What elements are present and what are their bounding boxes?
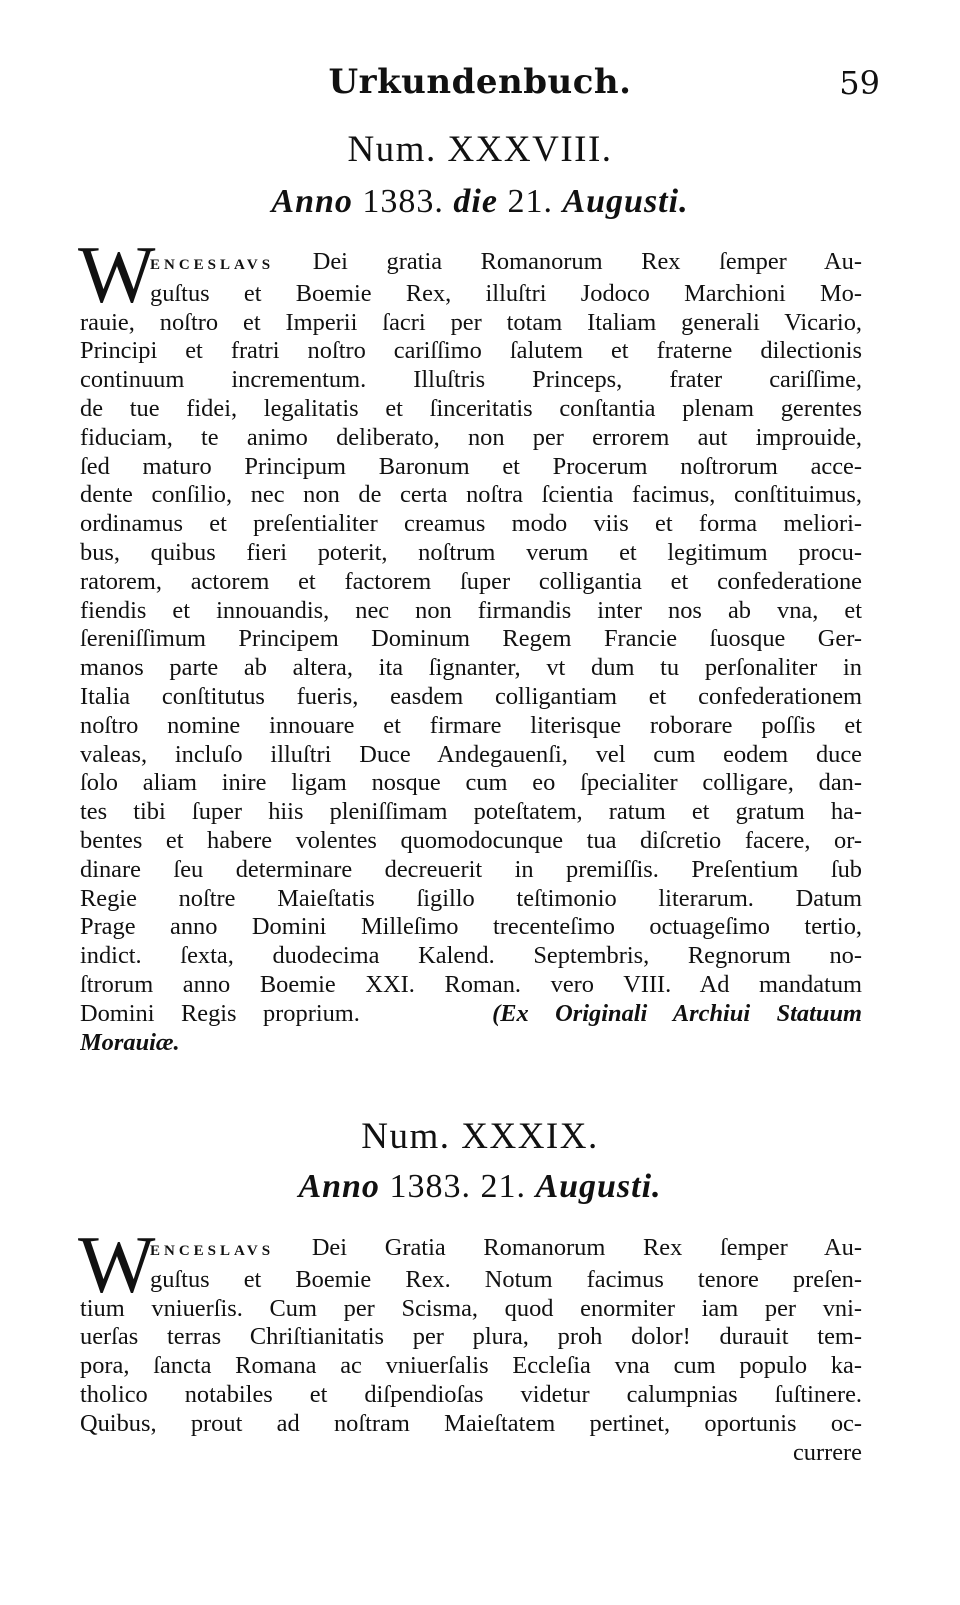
doc38-date [80, 183, 880, 221]
doc38-line: guſtus et Boemie Rex, illuſtri Jodoco Marchioni Mo- [150, 279, 862, 307]
doc38-line: de tue fidei, legalitatis et ſinceritatis conſtantia plenam gerentes [80, 394, 862, 422]
doc39-first-caps: ENCESLAVS [150, 1243, 275, 1259]
doc38-line: ſolo aliam inire ligam nosque cum eo ſpecialiter colligare, dan- [80, 769, 862, 797]
doc39-dropcap: W [78, 1219, 156, 1310]
doc38-date-month: Augusti. [562, 183, 689, 220]
doc39-first-rest: Dei Gratia Romanorum Rex ſemper Au- [311, 1234, 862, 1261]
doc38-source-note-end: Morauiæ. [80, 1028, 180, 1056]
doc39-date-month: Augusti. [535, 1168, 662, 1205]
doc38-dropcap: W [78, 229, 156, 320]
doc39-line: pora, ſancta Romana ac vniuerſalis Eccleſia vna cum populo ka- [80, 1352, 862, 1380]
doc38-body [80, 248, 862, 1057]
running-title: Urkundenbuch. [328, 62, 632, 102]
doc38-date-anno: Anno [271, 183, 353, 220]
doc38-line-first [80, 248, 862, 280]
doc39-date-year: 1383. [389, 1168, 471, 1205]
doc38-line: bus, quibus fieri poterit, noſtrum verum et legitimum procu- [80, 538, 862, 566]
doc38-line: valeas, incluſo illuſtri Duce Andegauenſi, vel cum eodem duce [80, 740, 862, 768]
catchword: currere [792, 1438, 862, 1466]
doc38-line: indict. ſexta, duodecima Kalend. Septembris, Regnorum no- [80, 942, 862, 970]
doc39-date-anno: Anno [298, 1168, 380, 1205]
doc38-line: Regie noſtre Maieſtatis ſigillo teſtimonio literarum. Datum [80, 884, 862, 912]
doc38-line: tes tibi ſuper hiis pleniſſimam poteſtatem, ratum et gratum ha- [80, 798, 862, 826]
doc38-line: ratorem, actorem et factorem ſuper colligantia et confederatione [80, 567, 862, 595]
doc38-heading: Num. XXXVIII. [347, 129, 613, 170]
doc39-line: tium vniuerſis. Cum per Scisma, quod enormiter iam per vni- [80, 1294, 862, 1322]
doc39-date-day: 21. [480, 1168, 526, 1205]
doc39-body [78, 1219, 862, 1467]
doc38-date-year: 1383. [362, 183, 444, 220]
doc38-line-final [80, 1029, 862, 1058]
doc38-line: fiendis et innouandis, nec non firmandis inter nos ab vna, et [80, 596, 862, 624]
doc38-line: bentes et habere volentes quomodocunque tua diſcretio facere, or- [80, 826, 862, 854]
doc39-line: tholico notabiles et diſpendioſas videtur calumpnias ſuſtinere. [80, 1380, 862, 1408]
doc38-source-note: (Ex Originali Archiui Statuum [492, 999, 862, 1027]
doc38-line: rauie, noſtro et Imperii ſacri per totam Italiam generali Vicario, [80, 308, 862, 336]
doc38-line: ſereniſſimum Principem Dominum Regem Francie ſuosque Ger- [80, 625, 862, 653]
doc38-line: continuum incrementum. Illuſtris Princeps, frater cariſſime, [80, 366, 862, 394]
doc39-line-first [80, 1234, 862, 1266]
doc38-date-day: 21. [507, 183, 553, 220]
running-head [80, 62, 880, 112]
doc38-line: Prage anno Domini Milleſimo trecenteſimo octuageſimo tertio, [80, 913, 862, 941]
doc38-line: ſtrorum anno Boemie XXI. Roman. vero VIII. Ad mandatum [80, 970, 862, 998]
doc38-line-closing [80, 1000, 862, 1029]
doc38-line: fiduciam, te animo deliberato, non per errorem aut improuide, [80, 423, 862, 451]
doc38-first-rest: Dei gratia Romanorum Rex ſemper Au- [312, 248, 862, 275]
doc38-line: manos parte ab altera, ita ſignanter, vt dum tu perſonaliter in [80, 654, 862, 682]
doc38-line: noſtro nomine innouare et firmare literisque roborare poſſis et [80, 711, 862, 739]
doc38-closing-text: Domini Regis proprium. [80, 999, 360, 1027]
doc39-line: Quibus, prout ad noſtram Maieſtatem pertinet, oportunis oc- [80, 1409, 862, 1437]
doc38-first-caps: ENCESLAVS [150, 257, 275, 273]
doc38-line: dinare ſeu determinare decreuerit in premiſſis. Preſentium ſub [80, 855, 862, 883]
doc38-line: ſed maturo Principum Baronum et Procerum noſtrorum acce- [80, 452, 862, 480]
doc38-line: Italia conſtitutus fueris, easdem colligantiam et confederationem [80, 682, 862, 710]
doc38-line: Principi et fratri noſtro cariſſimo ſalutem et fraterne dilectionis [80, 337, 862, 365]
doc39-date [80, 1168, 880, 1206]
page-number: 59 [839, 64, 880, 102]
doc38-date-die: die [453, 183, 498, 220]
doc39-line: uerſas terras Chriſtianitatis per plura, proh dolor! durauit tem- [80, 1323, 862, 1351]
doc39-heading: Num. XXXIX. [361, 1116, 599, 1157]
doc38-line: dente conſilio, nec non de certa noſtra ſcientia facimus, conſtituimus, [80, 481, 862, 509]
doc39-line: guſtus et Boemie Rex. Notum facimus tenore preſen- [150, 1265, 862, 1293]
doc38-line: ordinamus et preſentialiter creamus modo viis et forma meliori- [80, 510, 862, 538]
